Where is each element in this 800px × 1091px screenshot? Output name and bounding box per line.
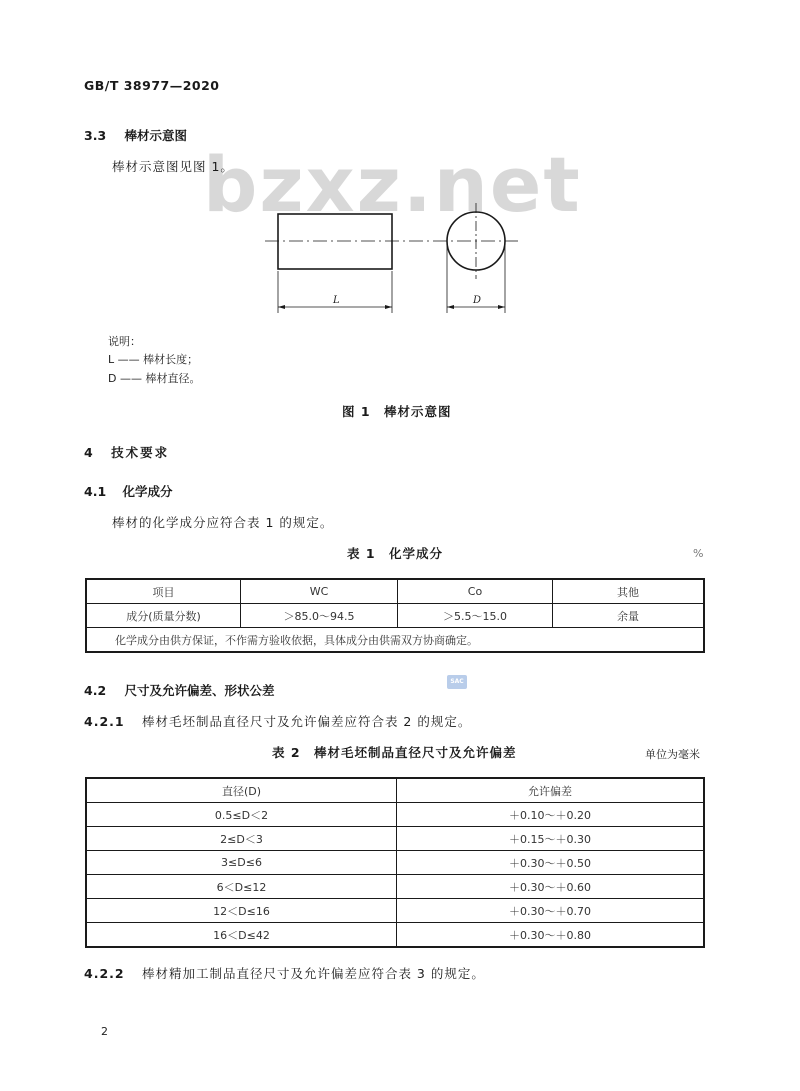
table-cell: ＞5.5～15.0 [398,604,553,628]
section-3-3-text: 棒材示意图见图 1。 [112,159,234,174]
table-header-cell: 直径(D) [86,778,397,803]
table-1-chemical-composition [85,578,705,653]
table-cell: ＋0.30～＋0.70 [397,899,705,923]
section-title: 尺寸及允许偏差、形状公差 [124,683,275,698]
table-cell: ＋0.10～＋0.20 [397,803,705,827]
section-title: 技术要求 [111,445,170,460]
table-cell: ＋0.30～＋0.60 [397,875,705,899]
section-4-heading [84,443,169,461]
table-note-row [86,628,704,653]
section-text: 棒材精加工制品直径尺寸及允许偏差应符合表 3 的规定。 [141,966,485,981]
table-cell: 成分(质量分数) [86,604,241,628]
table-cell: 6＜D≤12 [86,875,397,899]
table-header-cell: WC [241,579,398,604]
table-cell: 16＜D≤42 [86,923,397,948]
section-4-1-heading [84,482,173,500]
table-header-cell: 项目 [86,579,241,604]
table-row [86,923,704,948]
figure-1-caption: 图 1 棒材示意图 [342,404,452,419]
section-title: 化学成分 [122,484,173,499]
table-1-caption: 表 1 化学成分 [347,546,444,561]
table-cell: 余量 [553,604,705,628]
section-4-1-text: 棒材的化学成分应符合表 1 的规定。 [112,515,334,530]
standard-number: GB/T 38977—2020 [84,78,220,93]
table-cell: 12＜D≤16 [86,899,397,923]
table-note: 化学成分由供方保证，不作需方验收依据，具体成分由供需双方协商确定。 [86,628,704,653]
table-cell: 0.5≤D＜2 [86,803,397,827]
legend-item-length: L —— 棒材长度； [108,353,199,366]
bar-side-view [278,214,392,269]
section-number: 4.2 [84,683,107,698]
diameter-label: D [473,295,482,306]
section-number: 4.2.1 [84,714,125,729]
table-row [86,604,704,628]
table-2-diameter-tolerances [85,777,705,948]
legend-title: 说明： [108,335,141,348]
table-row [86,851,704,875]
section-number: 4 [84,445,93,460]
section-text: 棒材毛坯制品直径尺寸及允许偏差应符合表 2 的规定。 [141,714,472,729]
watermark: bzxz.net [203,140,582,229]
table-2-caption: 表 2 棒材毛坯制品直径尺寸及允许偏差 [272,745,517,760]
table-2-unit: 单位为毫米 [645,748,700,761]
table-header-cell: 其他 [553,579,705,604]
table-cell: ＋0.30～＋0.50 [397,851,705,875]
table-row [86,875,704,899]
section-4-2-heading [84,681,275,699]
table-cell: ＞85.0～94.5 [241,604,398,628]
bar-schematic-figure [250,195,540,320]
sac-logo-mark: SAC [447,675,467,689]
table-row [86,827,704,851]
table-cell: 2≤D＜3 [86,827,397,851]
table-cell: ＋0.30～＋0.80 [397,923,705,948]
section-4-2-2 [84,964,485,982]
table-header-cell: Co [398,579,553,604]
section-title: 棒材示意图 [124,128,188,143]
section-3-3-heading [84,126,187,144]
section-number: 3.3 [84,128,107,143]
table-row [86,899,704,923]
table-1-unit: % [693,547,704,560]
section-number: 4.1 [84,484,107,499]
table-row [86,803,704,827]
section-number: 4.2.2 [84,966,125,981]
table-cell: ＋0.15～＋0.30 [397,827,705,851]
length-label: L [333,295,340,306]
page-number: 2 [101,1025,108,1038]
section-4-2-1 [84,712,471,730]
table-cell: 3≤D≤6 [86,851,397,875]
table-header-row [86,778,704,803]
legend-item-diameter: D —— 棒材直径。 [108,372,201,385]
table-header-row [86,579,704,604]
table-header-cell: 允许偏差 [397,778,705,803]
